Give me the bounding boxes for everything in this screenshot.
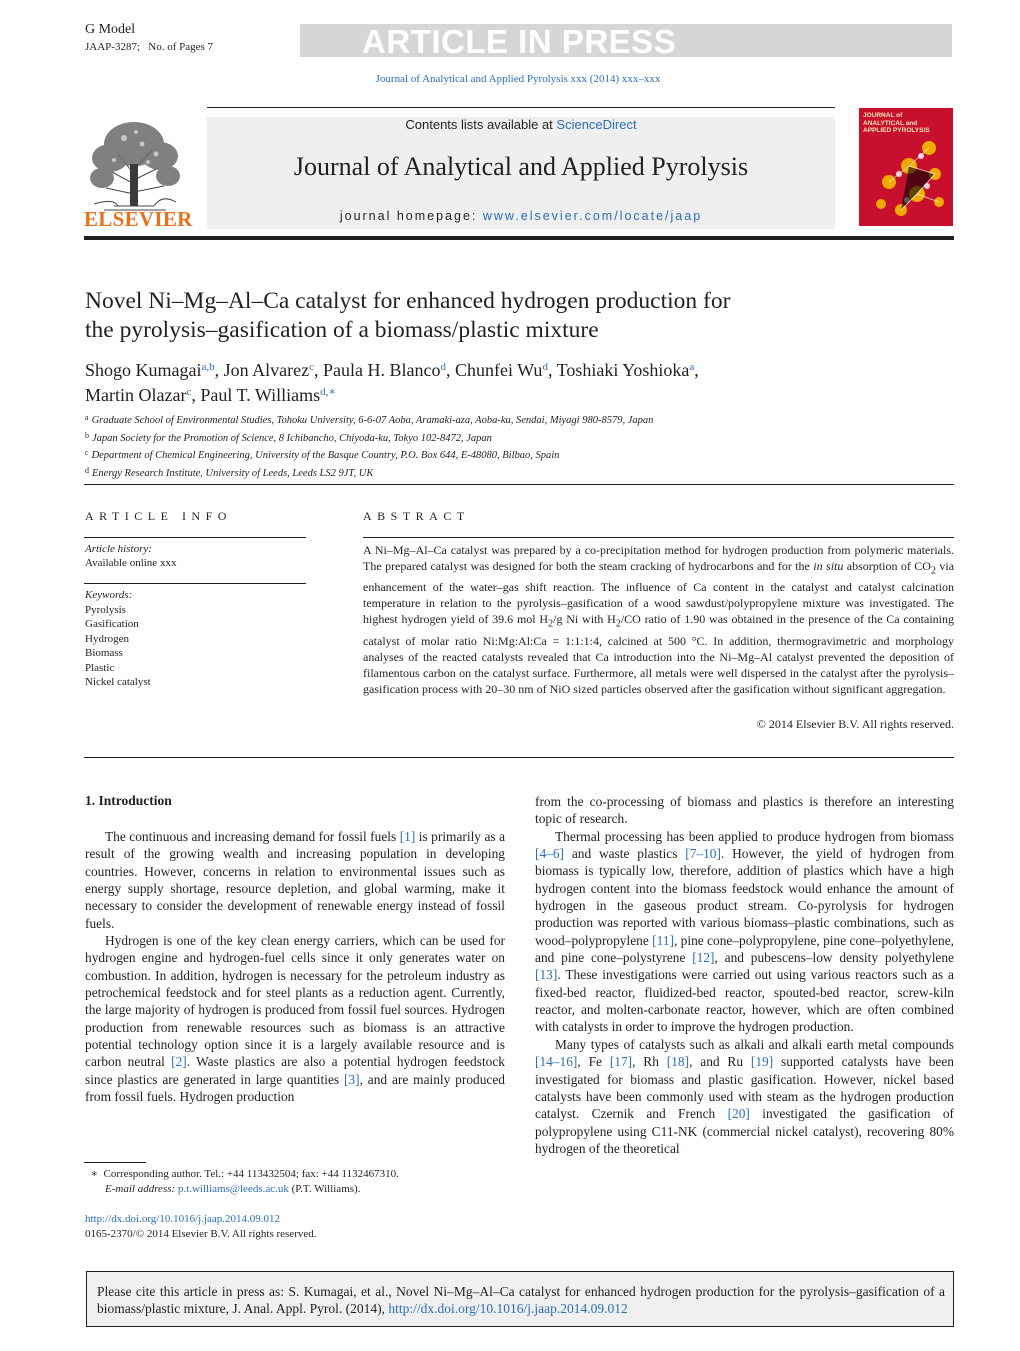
history-label: Article history: bbox=[85, 543, 152, 555]
reference-link[interactable]: [20] bbox=[727, 1106, 750, 1122]
citation-run: Please cite this article in press as: S. Kumagai, et al., Novel Ni–Mg–Al–Ca catalyst for enhanced hydrogen production for the pyrolysis–gasification of a biomass/plastic mixture, J. Anal. Appl. Pyrol. (2014), bbox=[97, 1284, 945, 1316]
affiliation-item bbox=[85, 446, 955, 464]
contents-prefix: Contents lists available at bbox=[405, 117, 557, 132]
abstract-sub: 2 bbox=[548, 618, 554, 630]
affiliation-item bbox=[85, 464, 955, 482]
text-run: supported catalysts have been investigated for biomass and plastic gasification. However, nickel based catalysts have been commonly used with steam as the hydrogen production catalyst. Czernik and French bbox=[535, 1054, 954, 1122]
reference-link[interactable]: [4–6] bbox=[535, 846, 565, 862]
body-paragraph bbox=[535, 828, 954, 1036]
contents-available-line bbox=[207, 117, 835, 132]
article-in-press-banner bbox=[300, 23, 952, 60]
journal-cover-image[interactable] bbox=[859, 108, 953, 226]
abstract-sub: 2 bbox=[615, 618, 621, 630]
issn-line: 0165-2370/© 2014 Elsevier B.V. All rights reserved. bbox=[85, 1227, 317, 1240]
reference-link[interactable]: [18] bbox=[666, 1054, 690, 1070]
text-run: . However, the yield of hydrogen from biomass is typically low, therefore, addition of plastics which have a high hydrogen content into the biomass feedstock would enhance the amount of hydrogen in the gaseous product stream. Co-pyrolysis for hydrogen production was reported with various biomass–plastic combinations, such as wood–polypropylene bbox=[535, 846, 954, 948]
author-affil-sup[interactable]: c bbox=[186, 386, 192, 398]
text-run: . Waste plastics are also a potential hydrogen feedstock since plastics are generated in large quantities bbox=[85, 1054, 506, 1087]
affiliation-text: Japan Society for the Promotion of Science, 8 Ichibancho, Chiyoda-ku, Tokyo 102-8472, Japan bbox=[92, 432, 492, 444]
body-column-left bbox=[85, 828, 505, 1106]
journal-title: Journal of Analytical and Applied Pyrolysis bbox=[293, 152, 749, 181]
body-column-right bbox=[535, 793, 954, 1157]
reference-link[interactable]: [7–10] bbox=[685, 846, 721, 862]
article-history bbox=[85, 542, 176, 570]
affiliation-text: Energy Research Institute, University of Leeds, Leeds LS2 9JT, UK bbox=[92, 467, 374, 479]
abstract-rule bbox=[363, 537, 954, 538]
text-run: Hydrogen is one of the key clean energy carriers, which can be used for hydrogen engine and hydrogen-fuel cells since it only generates water on combustion. In addition, hydrogen is necessary for the petroleum industry as petrochemical feedstock and for steel plants as a reduction agent. Currently, the large majority of hydrogen is produced from fossil fuel sources. Hydrogen production from renewable resources such as biomass is an attractive potential technology option since it is a largely available resource and is carbon neutral bbox=[85, 933, 505, 1070]
journal-homepage-line bbox=[207, 209, 835, 223]
doi-link[interactable]: http://dx.doi.org/10.1016/j.jaap.2014.09.012 bbox=[85, 1213, 281, 1225]
body-paragraph bbox=[535, 793, 954, 828]
text-run: , pine cone–polypropylene, pine cone–polyethylene, and pine cone–polystyrene bbox=[535, 932, 954, 966]
author-sep: , bbox=[314, 360, 324, 380]
abstract-heading: ABSTRACT bbox=[363, 509, 470, 523]
citation-text bbox=[97, 1283, 945, 1317]
reference-link[interactable]: [13] bbox=[535, 967, 558, 983]
author-sep: , bbox=[214, 360, 224, 380]
text-run: from the co-processing of biomass and plastics is therefore an interesting topic of research. bbox=[535, 794, 954, 827]
history-value: Available online xxx bbox=[85, 557, 177, 569]
text-run: , and are mainly produced from fossil fuels. Hydrogen production bbox=[85, 1071, 506, 1105]
journal-citation-line[interactable]: Journal of Analytical and Applied Pyrolysis xxx (2014) xxx–xxx bbox=[375, 73, 661, 85]
email-label: E-mail address: bbox=[105, 1182, 176, 1195]
affiliation-item bbox=[85, 429, 955, 447]
author-affil-sup[interactable]: a bbox=[689, 361, 695, 373]
homepage-link[interactable]: www.elsevier.com/locate/jaap bbox=[482, 209, 703, 223]
title-line-1: Novel Ni–Mg–Al–Ca catalyst for enhanced hydrogen production for bbox=[85, 288, 731, 314]
affiliation-text: Department of Chemical Engineering, University of the Basque Country, P.O. Box 644, E-48080, Bilbao, Spain bbox=[91, 450, 560, 461]
text-run: , Fe bbox=[577, 1054, 610, 1070]
keyword-item: Hydrogen bbox=[85, 632, 129, 645]
author-affil-sup[interactable]: d,∗ bbox=[320, 386, 336, 398]
keyword-item: Gasification bbox=[85, 618, 139, 630]
footnote-star: ∗ bbox=[90, 1168, 98, 1180]
affiliation-text: Graduate School of Environmental Studies, Tohoku University, 6-6-07 Aoba, Aramaki-aza, Aoba-ku, Sendai, Miyagi 980-8579, Japan bbox=[91, 415, 654, 426]
footnote-line bbox=[85, 1167, 399, 1182]
author-affil-sup[interactable]: a,b bbox=[201, 361, 215, 373]
author-name[interactable]: Jon Alvarez bbox=[223, 360, 310, 380]
author-name[interactable]: Martin Olazar bbox=[85, 385, 187, 405]
author-sep: , bbox=[446, 360, 455, 380]
text-run: . These investigations were carried out using various reactors such as a fixed-bed reactor, fluidized-bed reactor, spouted-bed reactor, screw-kiln reactor, and molten-carbonate reactor, however, which are often combined with catalysts in order to improve the hydrogen production. bbox=[535, 967, 954, 1035]
keyword-item: Biomass bbox=[85, 647, 123, 659]
reference-link[interactable]: [3] bbox=[343, 1071, 360, 1087]
text-run: , and pubescens–low density polyethylene bbox=[714, 950, 954, 966]
article-in-press-text: ARTICLE IN PRESS bbox=[362, 23, 677, 60]
affiliation-sup: b bbox=[85, 430, 89, 440]
reference-link[interactable]: [2] bbox=[171, 1054, 187, 1070]
body-paragraph bbox=[85, 828, 505, 932]
corresponding-author-footnote bbox=[85, 1167, 399, 1196]
email-link[interactable]: p.t.williams@leeds.ac.uk bbox=[177, 1182, 289, 1195]
author-affil-sup[interactable]: d bbox=[542, 361, 548, 373]
introduction-heading: 1. Introduction bbox=[85, 793, 172, 808]
elsevier-wordmark: ELSEVIER bbox=[84, 207, 193, 231]
affiliation-sup: c bbox=[85, 448, 89, 457]
cover-title: JOURNAL of ANALYTICAL and APPLIED PYROLYSIS bbox=[863, 112, 930, 134]
affiliation-sup: a bbox=[85, 413, 89, 422]
keywords-block bbox=[85, 588, 151, 690]
reference-link[interactable]: [14–16] bbox=[535, 1054, 578, 1070]
header-bottom-rule bbox=[84, 236, 954, 240]
author-sep: , bbox=[694, 360, 699, 380]
text-run: investigated the gasification of polypropylene using C11-NK (commercial nickel catalyst), recovering 80% hydrogen of the theoretical bbox=[535, 1106, 954, 1156]
text-run: , and Ru bbox=[689, 1054, 751, 1070]
header-top-rule bbox=[207, 107, 835, 108]
abstract-italic: in situ bbox=[813, 559, 844, 573]
reference-link[interactable]: [11] bbox=[652, 932, 674, 948]
reference-link[interactable]: [12] bbox=[692, 950, 715, 966]
section-rule bbox=[84, 757, 954, 758]
manuscript-code bbox=[85, 41, 213, 53]
footnote-rule bbox=[84, 1162, 146, 1163]
abstract-sub: 2 bbox=[930, 565, 936, 577]
abstract-run: /g Ni with H bbox=[553, 612, 616, 627]
text-run: The continuous and increasing demand for fossil fuels bbox=[105, 829, 400, 844]
reference-link[interactable]: [17] bbox=[609, 1054, 633, 1070]
jaap-code: JAAP-3287; bbox=[85, 41, 141, 53]
keywords-rule bbox=[84, 583, 306, 584]
keyword-item: Plastic bbox=[85, 661, 115, 674]
text-run: Many types of catalysts such as alkali and alkali earth metal compounds bbox=[555, 1036, 954, 1052]
text-run: and waste plastics bbox=[564, 846, 686, 862]
footnote-email-line bbox=[85, 1182, 399, 1197]
affiliations bbox=[85, 411, 955, 481]
affiliation-sup: d bbox=[85, 465, 89, 475]
num-pages: No. of Pages 7 bbox=[148, 41, 214, 53]
abstract-run: via enhancement of the water–gas shift reaction. The influence of Ca content in the catalyst and catalyst calcination temperature in relation to the pyrolysis–gasification of a wood sawdust/polypropylene mixture was investigated. The highest hydrogen yield of 39.6 mol H bbox=[363, 559, 955, 627]
sciencedirect-link[interactable]: ScienceDirect bbox=[556, 117, 637, 132]
abstract-copyright: © 2014 Elsevier B.V. All rights reserved. bbox=[756, 717, 954, 731]
reference-link[interactable]: [19] bbox=[750, 1054, 774, 1070]
text-run: Thermal processing has been applied to produce hydrogen from biomass bbox=[555, 828, 954, 844]
doi-block bbox=[85, 1212, 317, 1241]
author-name[interactable]: Paula H. Blanco bbox=[323, 360, 441, 380]
author-name[interactable]: Shogo Kumagai bbox=[85, 360, 202, 380]
g-model-label: G Model bbox=[85, 22, 136, 37]
section-rule bbox=[84, 484, 954, 485]
text-run: , Rh bbox=[632, 1054, 667, 1070]
body-paragraph bbox=[535, 1036, 954, 1157]
author-list bbox=[85, 356, 945, 406]
article-info-heading: ARTICLE INFO bbox=[85, 509, 232, 523]
author-name[interactable]: Toshiaki Yoshioka bbox=[556, 360, 690, 380]
abstract-run: absorption of CO bbox=[843, 559, 931, 573]
keyword-item: Nickel catalyst bbox=[85, 676, 151, 688]
author-name[interactable]: Paul T. Williams bbox=[200, 385, 321, 405]
homepage-prefix: journal homepage: bbox=[339, 209, 483, 223]
email-suffix: (P.T. Williams). bbox=[288, 1182, 361, 1195]
affiliation-item bbox=[85, 411, 955, 429]
author-affil-sup[interactable]: d bbox=[440, 361, 446, 373]
footnote-contact: Corresponding author. Tel.: +44 113432504; fax: +44 1132467310. bbox=[103, 1168, 399, 1180]
author-sep: , bbox=[191, 385, 201, 405]
author-affil-sup[interactable]: c bbox=[309, 361, 315, 373]
author-name[interactable]: Chunfei Wu bbox=[455, 360, 543, 380]
article-info-rule bbox=[84, 537, 306, 538]
reference-link[interactable]: [1] bbox=[399, 829, 416, 844]
abstract-run: /CO ratio of 1.90 was obtained in the presence of the Ca containing catalyst of molar ratio Ni:Mg:Al:Ca = 1:1:1:4, calcined at 500 °C. In addition, thermogravimetric and morphology analyses of the reacted catalysts revealed that Ca introduction into the Ni–Mg–Al catalyst prevented the deposition of filamentous carbon on the catalyst surface. Furthermore, all metals were well dispersed in the catalyst after the pyrolysis–gasification process with 20–30 nm of NiO sized particles observed after the gasification without significant aggregation. bbox=[363, 612, 955, 696]
title-line-2: the pyrolysis–gasification of a biomass/plastic mixture bbox=[85, 317, 599, 343]
citation-doi-link[interactable]: http://dx.doi.org/10.1016/j.jaap.2014.09.012 bbox=[388, 1301, 628, 1316]
author-sep: , bbox=[547, 360, 557, 380]
text-run: is primarily as a result of the growing wealth and increasing population in developing countries. However, concerns in relation to environmental issues such as energy supply shortage, resource depletion, and global warming, make it necessary to consider the development of renewable energy instead of fossil fuels. bbox=[85, 829, 506, 931]
body-paragraph bbox=[85, 932, 505, 1105]
keywords-label: Keywords: bbox=[85, 589, 133, 601]
abstract-run: A Ni–Mg–Al–Ca catalyst was prepared by a co-precipitation method for hydrogen production from polymeric materials. The prepared catalyst was designed for both the steam cracking of hydrocarbons and for the bbox=[363, 543, 954, 573]
abstract-text bbox=[363, 542, 954, 697]
article-title bbox=[85, 287, 905, 345]
keyword-item: Pyrolysis bbox=[85, 603, 126, 616]
